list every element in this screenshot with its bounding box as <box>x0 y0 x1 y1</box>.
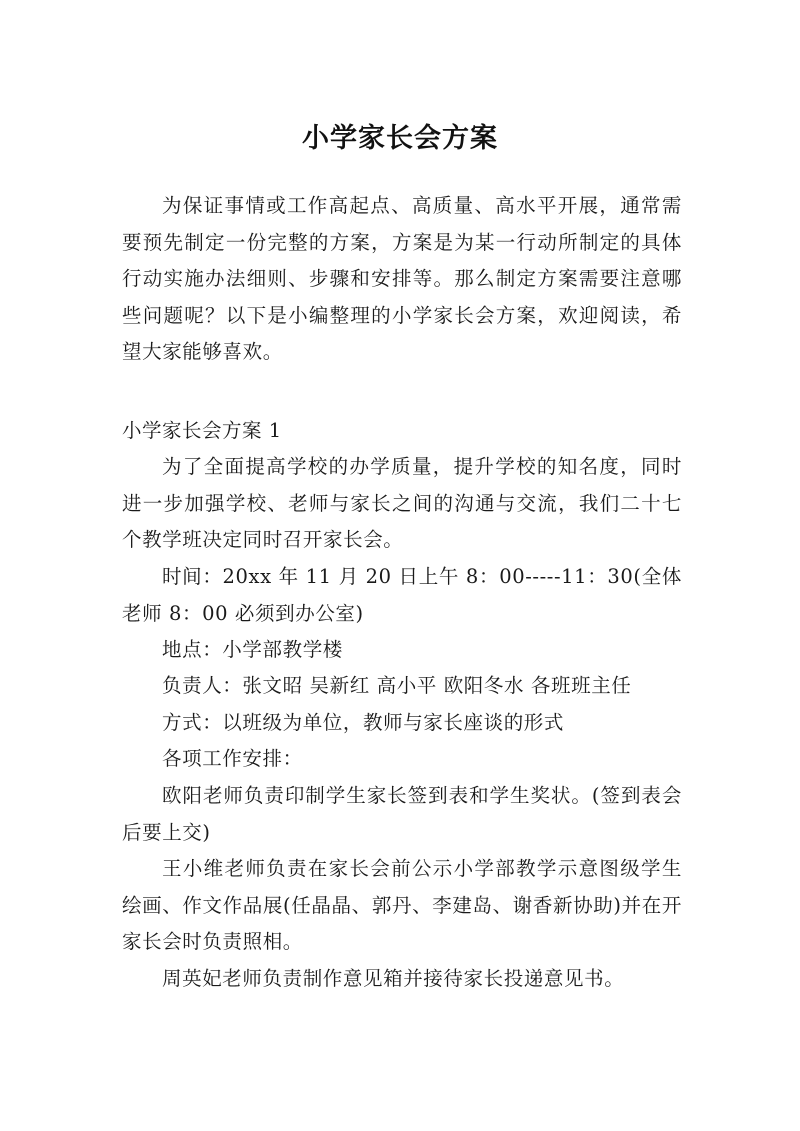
purpose-paragraph: 为了全面提高学校的办学质量，提升学校的知名度，同时进一步加强学校、老师与家长之间的沟通与交流，我们二十七个教学班决定同时召开家长会。 <box>122 455 682 551</box>
responsible-paragraph: 负责人：张文昭 吴新红 高小平 欧阳冬水 各班班主任 <box>162 674 632 697</box>
ouyang-paragraph: 欧阳老师负责印制学生家长签到表和学生奖状。(签到表会后要上交) <box>122 784 682 844</box>
document-title: 小学家长会方案 <box>302 123 498 155</box>
time-paragraph: 时间：20xx 年 11 月 20 日上午 8：00-----11：30(全体老师 8：00 必须到办公室) <box>122 565 682 625</box>
method-paragraph: 方式：以班级为单位，教师与家长座谈的形式 <box>162 711 565 734</box>
intro-paragraph: 为保证事情或工作高起点、高质量、高水平开展，通常需要预先制定一份完整的方案，方案是为某一行动所制定的具体行动实施办法细则、步骤和安排等。那么制定方案需要注意哪些问题呢？以下是小编整理的小学家长会方案，欢迎阅读，希望大家能够喜欢。 <box>122 194 682 363</box>
arrangements-heading: 各项工作安排： <box>162 747 303 770</box>
place-paragraph: 地点：小学部教学楼 <box>162 638 343 661</box>
wang-paragraph: 王小维老师负责在家长会前公示小学部教学示意图级学生绘画、作文作品展(任晶晶、郭丹、李建岛、谢香新协助)并在开家长会时负责照相。 <box>122 857 682 953</box>
section-heading: 小学家长会方案 1 <box>122 419 282 442</box>
zhou-paragraph: 周英妃老师负责制作意见箱并接待家长投递意见书。 <box>162 967 625 990</box>
